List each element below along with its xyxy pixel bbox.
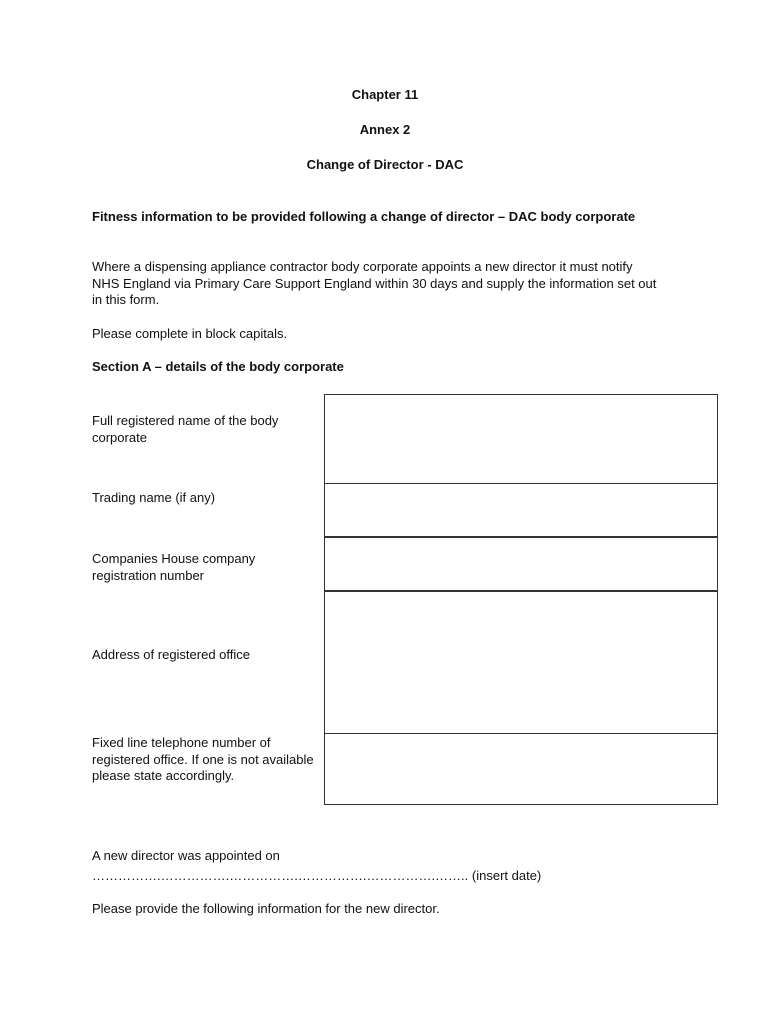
field-label-telephone: Fixed line telephone number of registered office. If one is not available please state accordingly. [92, 735, 314, 783]
chapter-title: Chapter 11 [351, 87, 419, 102]
annex-title: Annex 2 [359, 122, 411, 137]
registered-address-field[interactable] [324, 591, 718, 734]
telephone-field[interactable] [324, 733, 718, 805]
registered-name-field[interactable] [324, 394, 718, 484]
appointment-date-line[interactable]: …………….…………….…………….…………….…………….…….. (insert date) [92, 868, 542, 883]
field-label-company-number: Companies House company registration number [92, 551, 256, 583]
intro-heading: Fitness information to be provided following a change of director – DAC body corporate [92, 209, 636, 224]
field-label-registered-address: Address of registered office [92, 647, 251, 662]
field-label-trading-name: Trading name (if any) [92, 490, 216, 505]
block-capitals-instruction: Please complete in block capitals. [92, 326, 288, 341]
page-title: Change of Director - DAC [306, 157, 464, 172]
field-label-registered-name: Full registered name of the body corporate [92, 413, 279, 445]
intro-paragraph: Where a dispensing appliance contractor body corporate appoints a new director it must notify NHS England via Primary Care Support England within 30 days and supply the information set out in this form. [92, 259, 657, 307]
company-number-field[interactable] [324, 537, 718, 591]
appointment-statement: A new director was appointed on [92, 848, 280, 863]
section-a-heading: Section A – details of the body corporate [92, 359, 344, 374]
new-director-instruction: Please provide the following information for the new director. [92, 901, 440, 916]
trading-name-field[interactable] [324, 483, 718, 537]
